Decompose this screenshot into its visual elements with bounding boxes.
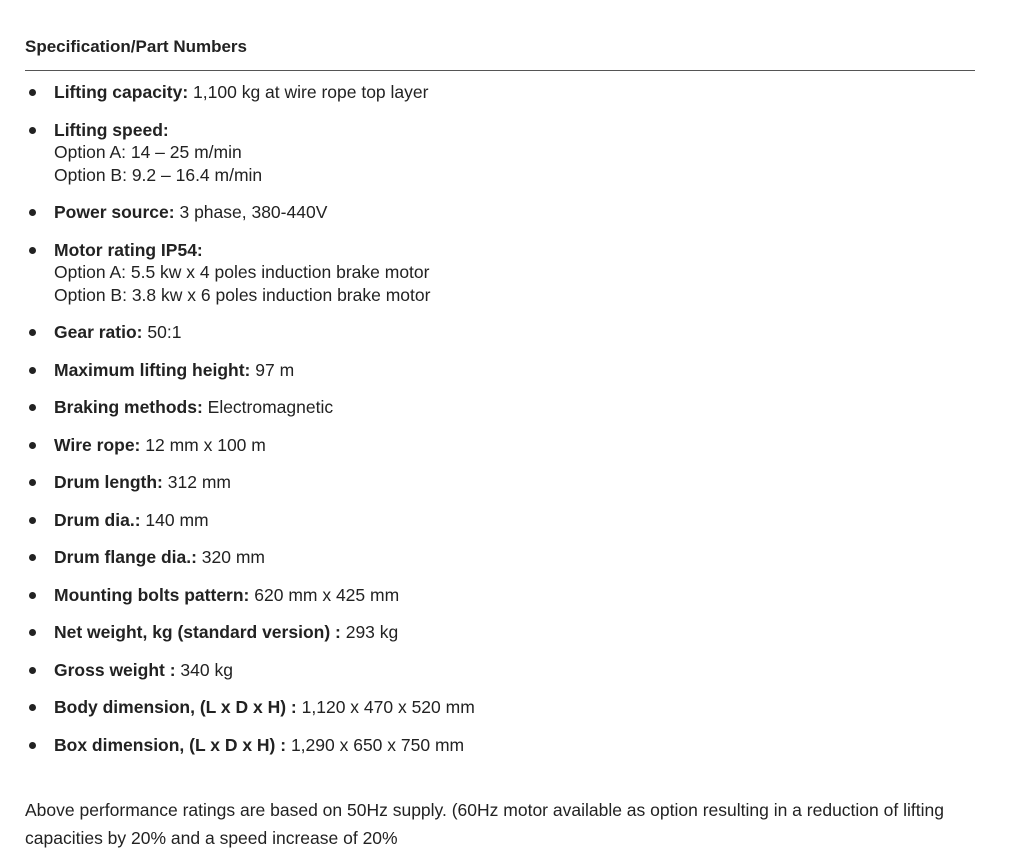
title-divider	[25, 70, 975, 71]
spec-label: Maximum lifting height:	[54, 359, 251, 380]
spec-label: Wire rope:	[54, 434, 141, 455]
spec-value: 293 kg	[340, 622, 399, 642]
spec-item	[25, 434, 975, 457]
spec-item	[25, 621, 975, 644]
spec-item	[25, 396, 975, 419]
spec-list	[25, 81, 975, 771]
spec-item	[25, 659, 975, 682]
spec-value: 1,290 x 650 x 750 mm	[286, 734, 465, 755]
bullet-icon	[29, 554, 36, 561]
spec-label: Lifting speed:	[54, 119, 169, 140]
bullet-icon	[29, 442, 36, 449]
spec-label: Braking methods:	[54, 397, 203, 417]
spec-label: Gross weight :	[54, 659, 176, 680]
spec-item	[25, 546, 975, 569]
spec-item	[25, 696, 975, 719]
spec-item	[25, 471, 975, 494]
spec-item	[25, 239, 975, 307]
spec-item	[25, 201, 975, 224]
spec-item	[25, 119, 975, 187]
bullet-icon	[29, 329, 36, 336]
spec-label: Drum dia.:	[54, 509, 141, 530]
bullet-icon	[29, 209, 36, 216]
bullet-icon	[29, 127, 36, 134]
spec-option-line: Option A: 5.5 kw x 4 poles induction brake motor	[54, 262, 430, 282]
spec-label: Net weight, kg (standard version) :	[54, 622, 341, 642]
spec-value: 140 mm	[140, 509, 209, 530]
spec-option-line: Option B: 9.2 – 16.4 m/min	[54, 164, 263, 185]
spec-value: 320 mm	[196, 547, 266, 567]
spec-option-line: Option B: 3.8 kw x 6 poles induction brake motor	[54, 284, 431, 305]
performance-footnote: Above performance ratings are based on 50Hz supply. (60Hz motor available as option resulting in a reduction of lifting capacities by 20% and a speed increase of 20%	[25, 800, 944, 848]
spec-value: 1,100 kg at wire rope top layer	[188, 82, 429, 102]
spec-item	[25, 81, 975, 104]
spec-label: Body dimension, (L x D x H) :	[54, 697, 297, 717]
spec-label: Box dimension, (L x D x H) :	[54, 734, 287, 755]
spec-label: Mounting bolts pattern:	[54, 584, 250, 605]
bullet-icon	[29, 367, 36, 374]
bullet-icon	[29, 479, 36, 486]
spec-value: Electromagnetic	[202, 397, 334, 417]
spec-value: 3 phase, 380-440V	[174, 202, 328, 222]
spec-value: 50:1	[142, 322, 182, 342]
spec-label: Motor rating IP54:	[54, 239, 203, 260]
spec-label: Drum flange dia.:	[54, 547, 197, 567]
bullet-icon	[29, 247, 36, 254]
spec-label: Lifting capacity:	[54, 82, 189, 102]
spec-value: 97 m	[250, 359, 295, 380]
spec-item	[25, 359, 975, 382]
section-title: Specification/Part Numbers	[25, 37, 248, 56]
bullet-icon	[29, 667, 36, 674]
bullet-icon	[29, 704, 36, 711]
bullet-icon	[29, 404, 36, 411]
spec-value: 312 mm	[162, 472, 231, 492]
spec-item	[25, 321, 975, 344]
spec-item	[25, 734, 975, 757]
bullet-icon	[29, 629, 36, 636]
spec-value: 620 mm x 425 mm	[249, 584, 400, 605]
spec-value: 1,120 x 470 x 520 mm	[296, 697, 475, 717]
spec-label: Power source:	[54, 202, 175, 222]
bullet-icon	[29, 89, 36, 96]
bullet-icon	[29, 592, 36, 599]
spec-item	[25, 584, 975, 607]
bullet-icon	[29, 517, 36, 524]
spec-value: 340 kg	[175, 659, 233, 680]
spec-item	[25, 509, 975, 532]
spec-label: Drum length:	[54, 472, 163, 492]
spec-option-line: Option A: 14 – 25 m/min	[54, 142, 242, 162]
spec-label: Gear ratio:	[54, 322, 143, 342]
bullet-icon	[29, 742, 36, 749]
spec-value: 12 mm x 100 m	[140, 434, 266, 455]
